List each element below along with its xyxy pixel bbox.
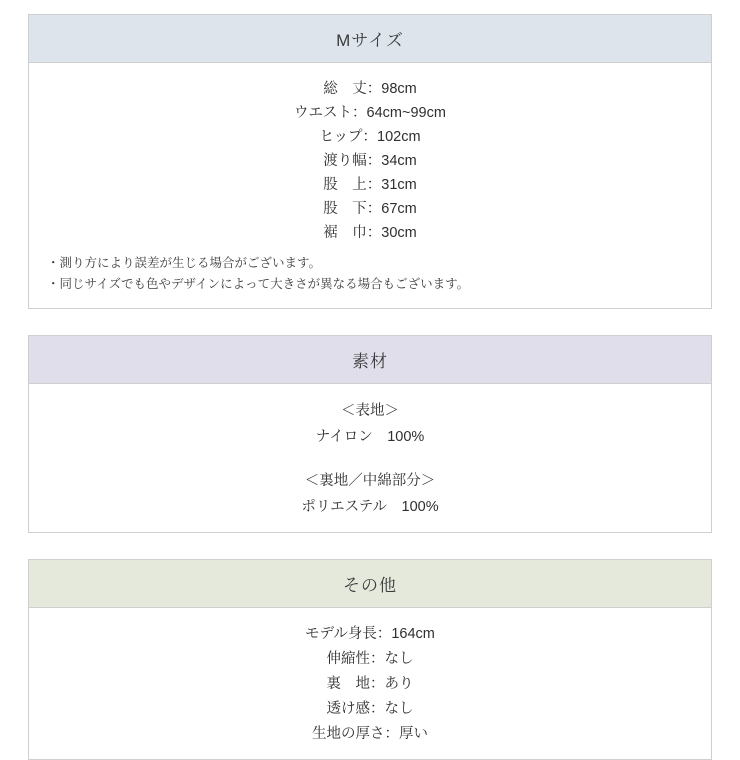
note-line: ・同じサイズでも色やデザインによって大きさが異なる場合もございます。 [47,277,470,291]
other-panel-body [29,608,711,759]
material-outer-value: ナイロン 100% [315,429,425,445]
spec-row: 透け感：なし [326,701,414,717]
material-outer-label: ＜表地＞ [341,403,399,419]
other-panel-header: その他 [29,560,711,608]
spec-row: 伸縮性：なし [326,651,414,667]
spec-row: 渡り幅：34cm [323,153,417,169]
spec-row: 股 下：67cm [323,201,417,217]
other-spec-list [29,622,711,747]
spec-row: 裏 地：あり [326,676,414,692]
spec-row: 総 丈：98cm [323,81,417,97]
note-line: ・測り方により誤差が生じる場合がございます。 [47,256,322,270]
material-panel-header: 素材 [29,336,711,384]
material-lining-value: ポリエステル 100% [301,499,439,515]
size-spec-list [29,77,711,245]
material-lining-label: ＜裏地／中綿部分＞ [304,473,436,489]
material-panel [28,335,712,533]
spec-row: ウエスト：64cm~99cm [294,105,446,121]
size-panel-body [29,63,711,308]
spec-row: 裾 巾：30cm [323,225,417,241]
size-panel [28,14,712,309]
spec-row: モデル身長：164cm [305,626,435,642]
size-panel-header: Mサイズ [29,15,711,63]
spec-row: ヒップ：102cm [319,129,421,145]
other-panel [28,559,712,760]
spec-row: 股 上：31cm [323,177,417,193]
spec-row: 生地の厚さ：厚い [312,726,428,742]
size-notes [29,254,711,293]
material-spacer [29,450,711,468]
material-panel-body [29,384,711,532]
